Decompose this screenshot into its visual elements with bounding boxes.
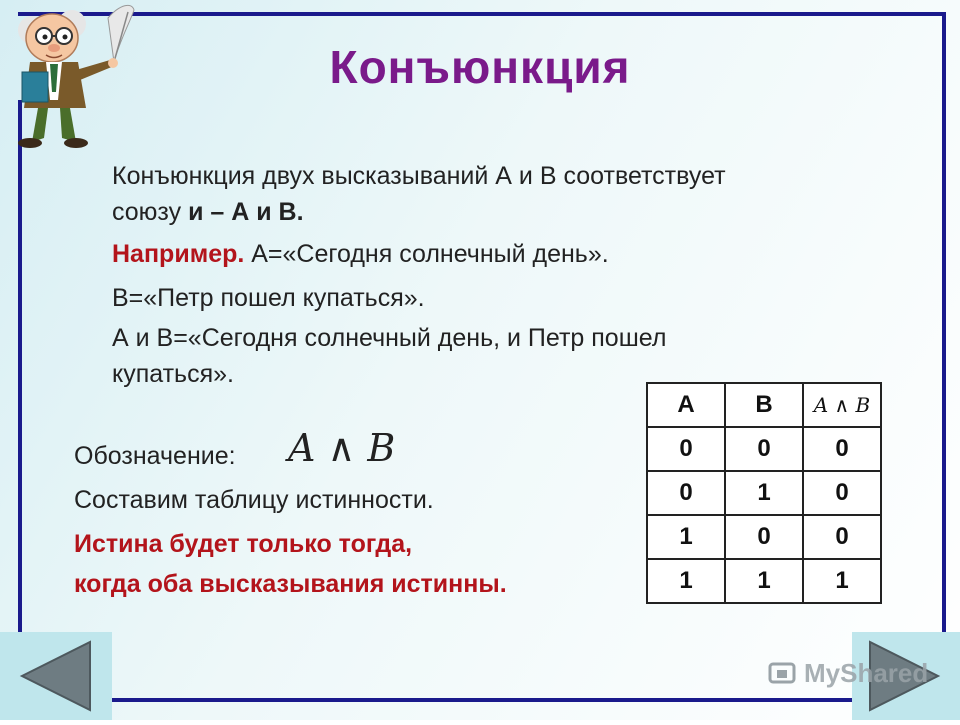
example-text: А=«Сегодня солнечный день». (244, 240, 609, 268)
definition-line-2-bold: и – А и В. (188, 198, 304, 226)
header-b: В (725, 383, 803, 427)
example-label: Например. (112, 240, 245, 268)
table-cell: 1 (725, 471, 803, 515)
truth-table-header-row (647, 383, 881, 427)
watermark-logo-icon (768, 660, 798, 688)
table-cell: 0 (725, 515, 803, 559)
truth-table (646, 382, 882, 604)
truth-rule-line-2: когда оба высказывания истинны. (74, 570, 507, 598)
table-row (647, 471, 881, 515)
table-cell: 1 (647, 515, 725, 559)
table-cell: 0 (803, 471, 881, 515)
table-cell: 1 (725, 559, 803, 603)
table-cell: 0 (803, 427, 881, 471)
arrow-left-icon (0, 632, 112, 720)
frame-line-right (942, 12, 946, 632)
notation-label: Обозначение: (74, 442, 236, 470)
table-row (647, 427, 881, 471)
truth-rule-line-1: Истина будет только тогда, (74, 530, 413, 558)
conjunction-example-line-2: купаться». (112, 360, 234, 388)
header-a: А (647, 383, 725, 427)
table-row (647, 559, 881, 603)
frame-line-bottom (112, 698, 852, 702)
make-table-text: Составим таблицу истинности. (74, 486, 434, 514)
example-line (112, 236, 872, 272)
table-cell: 0 (803, 515, 881, 559)
definition-paragraph (112, 158, 872, 230)
conjunction-example-line-1: А и В=«Сегодня солнечный день, и Петр пошел (112, 324, 667, 352)
previous-slide-button[interactable] (0, 632, 112, 720)
definition-line-1: Конъюнкция двух высказываний А и В соответствует (112, 162, 726, 190)
definition-line-2-prefix: союзу (112, 198, 189, 226)
table-row (647, 515, 881, 559)
header-a-and-b: A ∧ B (803, 383, 881, 427)
table-cell: 0 (647, 427, 725, 471)
table-cell: 0 (725, 427, 803, 471)
table-cell: 1 (803, 559, 881, 603)
frame-line-top (18, 12, 946, 16)
table-cell: 0 (647, 471, 725, 515)
slide-title: Конъюнкция (329, 41, 631, 93)
watermark-text: MyShared (804, 658, 929, 688)
statement-b: В=«Петр пошел купаться». (112, 284, 425, 312)
table-cell: 1 (647, 559, 725, 603)
notation-formula: A ∧ B (288, 426, 396, 470)
frame-line-left (18, 100, 22, 632)
